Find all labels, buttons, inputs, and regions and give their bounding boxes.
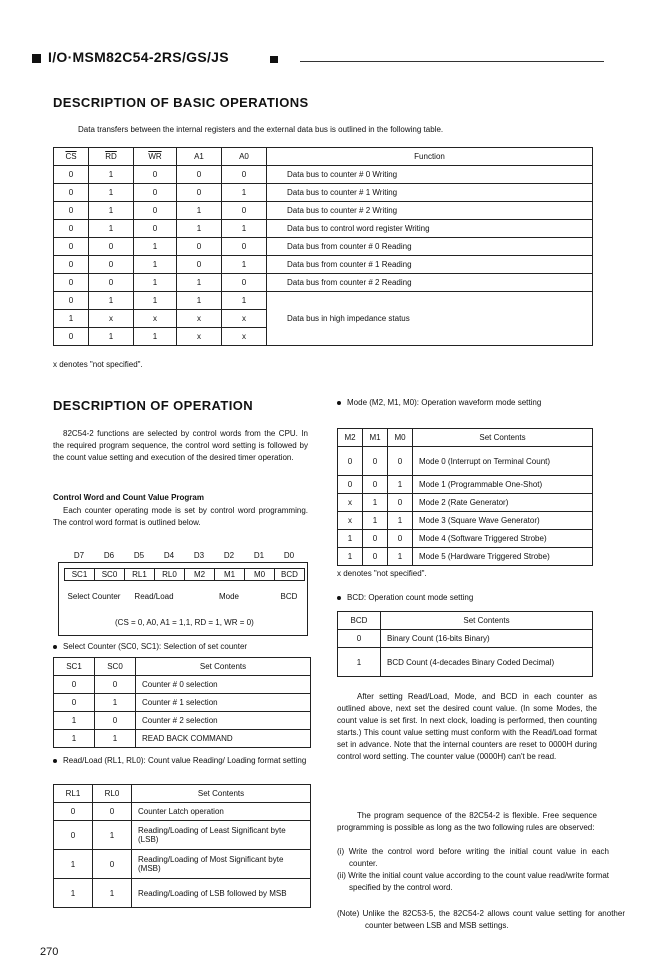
- table-cell: 0: [222, 202, 267, 220]
- rl-col-contents: Set Contents: [132, 785, 311, 803]
- table-cell: 0: [54, 328, 89, 346]
- table-row: [54, 184, 593, 202]
- sc-col-contents: Set Contents: [136, 658, 311, 676]
- table-row: [338, 494, 593, 512]
- table-cell: x: [338, 494, 363, 512]
- col-wr: $\overline{WR}$: [148, 152, 162, 161]
- operation-heading: DESCRIPTION OF OPERATION: [53, 398, 254, 413]
- table-cell: 0: [177, 184, 222, 202]
- group-mode: Mode: [218, 592, 239, 601]
- table-cell: 0: [54, 184, 89, 202]
- group-select-counter: Select Counter: [67, 592, 121, 601]
- table-cell: 1: [54, 879, 93, 908]
- bit-number: D2: [223, 551, 235, 560]
- table-row: [338, 648, 593, 677]
- mode-col-contents: Set Contents: [413, 429, 593, 447]
- read-load-table: [53, 784, 311, 908]
- bit-number: D1: [253, 551, 265, 560]
- function-cell: Data bus in high impedance status: [267, 292, 593, 346]
- table-cell: 0: [54, 274, 89, 292]
- table-cell: x: [89, 310, 134, 328]
- header-marker: [270, 56, 278, 63]
- table-cell: x: [338, 512, 363, 530]
- after-paragraph-1: After setting Read/Load, Mode, and BCD in each counter as outlined above, next set the desired count value. (In some Modes, the count value is set first. In next clock, loading is performed, then counting starts.) This count value setting must conform with the Read/Load format set in advance. Note that the internal counters are reset to 0000H during control word setting. The counter value (0000H) can't be read.: [337, 692, 597, 761]
- mode-col-m2: M2: [338, 429, 363, 447]
- table-cell: 0: [177, 166, 222, 184]
- table-cell: 0: [95, 712, 136, 730]
- table-cell: 0: [222, 166, 267, 184]
- mode-col-m0: M0: [388, 429, 413, 447]
- mode-table: [337, 428, 593, 566]
- table-cell: 1: [177, 220, 222, 238]
- table-row: [54, 879, 311, 908]
- bit-number: D7: [73, 551, 85, 560]
- table-cell: 1: [93, 821, 132, 850]
- table-cell: x: [222, 310, 267, 328]
- table-cell: Counter # 0 selection: [136, 676, 311, 694]
- select-counter-title: [53, 641, 313, 653]
- sc-col-sc0: SC0: [95, 658, 136, 676]
- table-cell: 0: [388, 530, 413, 548]
- table-cell: 1: [134, 238, 177, 256]
- function-cell: Data bus from counter # 2 Reading: [267, 274, 593, 292]
- col-a1: A1: [194, 152, 204, 161]
- table-cell: 1: [54, 730, 95, 748]
- table-row: [54, 238, 593, 256]
- operation-intro: 82C54-2 functions are selected by control words from the CPU. In the required program sequence, the control word setting is followed by the count value setting and execution of the desired timer operation.: [53, 429, 308, 462]
- table-row: [54, 202, 593, 220]
- table-cell: 1: [134, 274, 177, 292]
- table-row: [54, 821, 311, 850]
- table-cell: 0: [222, 274, 267, 292]
- table-cell: 0: [89, 238, 134, 256]
- bullet-icon: [53, 645, 57, 649]
- table-cell: 1: [222, 256, 267, 274]
- rule-1: (i) Write the control word before writing the initial count value in each counter.: [337, 847, 609, 868]
- table-cell: 0: [134, 166, 177, 184]
- header-bullet: [32, 54, 41, 63]
- group-read-load: Read/Load: [134, 592, 174, 601]
- table-cell: 0: [54, 220, 89, 238]
- table-row: [54, 676, 311, 694]
- table-row: [54, 274, 593, 292]
- bit-field: RL0: [154, 568, 185, 581]
- table-cell: Counter # 1 selection: [136, 694, 311, 712]
- mode-note: x denotes "not specified".: [337, 569, 427, 578]
- table-cell: 1: [388, 548, 413, 566]
- bit-field: M0: [244, 568, 275, 581]
- bcd-col-contents: Set Contents: [381, 612, 593, 630]
- mode-title: [337, 397, 599, 409]
- col-cs: $\overline{CS}$: [65, 152, 77, 161]
- table-cell: 0: [89, 256, 134, 274]
- bit-number: D6: [103, 551, 115, 560]
- table-cell: 0: [54, 694, 95, 712]
- bit-field: M1: [214, 568, 245, 581]
- control-word-heading: Control Word and Count Value Program: [53, 493, 204, 502]
- table-cell: Counter Latch operation: [132, 803, 311, 821]
- table-cell: 1: [177, 274, 222, 292]
- table-cell: 0: [54, 202, 89, 220]
- bcd-title: [337, 592, 473, 604]
- rule-2: (ii) Write the initial count value according to the count value read/write format specified by the control word.: [337, 871, 609, 892]
- header-rule: [300, 61, 604, 62]
- table-cell: 0: [177, 256, 222, 274]
- function-cell: Data bus to control word register Writing: [267, 220, 593, 238]
- table-cell: 0: [222, 238, 267, 256]
- table-cell: 1: [222, 184, 267, 202]
- page-number: 270: [40, 946, 59, 958]
- table-cell: 1: [363, 494, 388, 512]
- table-cell: 1: [388, 476, 413, 494]
- table-cell: 0: [177, 238, 222, 256]
- sc-col-sc1: SC1: [54, 658, 95, 676]
- table-cell: 0: [363, 476, 388, 494]
- table-cell: 0: [89, 274, 134, 292]
- bullet-icon: [337, 401, 341, 405]
- table-cell: 1: [338, 548, 363, 566]
- table-cell: 1: [338, 648, 381, 677]
- read-load-title-text: Read/Load (RL1, RL0): Count value Reading/ Loading format setting: [63, 756, 307, 765]
- table-cell: 0: [54, 803, 93, 821]
- bullet-icon: [53, 759, 57, 763]
- table-cell: 1: [54, 712, 95, 730]
- table-cell: 1: [222, 292, 267, 310]
- table-cell: 0: [338, 447, 363, 476]
- group-bcd: BCD: [280, 592, 298, 601]
- col-function: Function: [414, 152, 445, 161]
- after-note: (Note) Unlike the 82C53-5, the 82C54-2 allows count value setting for another counter between LSB and MSB settings.: [337, 909, 625, 930]
- table-cell: 0: [54, 821, 93, 850]
- bit-number: D4: [163, 551, 175, 560]
- table-cell: 1: [89, 328, 134, 346]
- table-cell: 0: [54, 166, 89, 184]
- table-cell: 1: [134, 328, 177, 346]
- table-row: [54, 256, 593, 274]
- table-cell: 0: [95, 676, 136, 694]
- table-row: [54, 292, 593, 310]
- table-cell: 1: [95, 730, 136, 748]
- function-cell: Data bus from counter # 1 Reading: [267, 256, 593, 274]
- table-cell: 0: [134, 220, 177, 238]
- table-cell: READ BACK COMMAND: [136, 730, 311, 748]
- mode-title-text: Mode (M2, M1, M0): Operation waveform mode setting: [347, 398, 542, 407]
- table-cell: 0: [338, 476, 363, 494]
- table-cell: 0: [93, 850, 132, 879]
- function-cell: Data bus from counter # 0 Reading: [267, 238, 593, 256]
- rl-col-rl0: RL0: [93, 785, 132, 803]
- bit-number: D3: [193, 551, 205, 560]
- table-cell: Reading/Loading of Least Significant byte (LSB): [132, 821, 311, 850]
- table-cell: 1: [89, 184, 134, 202]
- col-a0: A0: [239, 152, 249, 161]
- basic-operations-heading: DESCRIPTION OF BASIC OPERATIONS: [53, 95, 309, 110]
- table-cell: Counter # 2 selection: [136, 712, 311, 730]
- bit-number: D5: [133, 551, 145, 560]
- bcd-title-text: BCD: Operation count mode setting: [347, 593, 474, 602]
- table-cell: 0: [363, 530, 388, 548]
- table-cell: 1: [222, 220, 267, 238]
- table-cell: 0: [363, 548, 388, 566]
- table-cell: Mode 0 (Interrupt on Terminal Count): [413, 447, 593, 476]
- page-header-title: I/O·MSM82C54-2RS/GS/JS: [48, 49, 229, 65]
- table-row: [338, 447, 593, 476]
- table-cell: x: [177, 328, 222, 346]
- table-row: [338, 512, 593, 530]
- table-cell: 1: [177, 292, 222, 310]
- table-cell: 1: [89, 220, 134, 238]
- after-paragraph-2: The program sequence of the 82C54-2 is flexible. Free sequence programming is possible as long as the two following rules are observed:: [337, 811, 597, 832]
- bit-field: SC1: [64, 568, 95, 581]
- control-word-condition: (CS = 0, A0, A1 = 1,1, RD = 1, WR = 0): [115, 618, 254, 627]
- basic-operations-intro: Data transfers between the internal registers and the external data bus is outlined in the following table.: [78, 125, 444, 134]
- table-cell: 1: [388, 512, 413, 530]
- basic-operations-table: [53, 147, 593, 346]
- function-cell: Data bus to counter # 1 Writing: [267, 184, 593, 202]
- table-cell: 0: [363, 447, 388, 476]
- table-cell: 1: [89, 166, 134, 184]
- table-row: [54, 850, 311, 879]
- field-group-row: [64, 592, 304, 601]
- table-cell: 0: [388, 494, 413, 512]
- table-cell: 1: [134, 292, 177, 310]
- col-rd: $\overline{RD}$: [105, 152, 117, 161]
- basic-note: x denotes "not specified".: [53, 360, 143, 369]
- table-row: [54, 712, 311, 730]
- bit-field: M2: [184, 568, 215, 581]
- table-row: [338, 630, 593, 648]
- table-cell: Mode 4 (Software Triggered Strobe): [413, 530, 593, 548]
- rl-col-rl1: RL1: [54, 785, 93, 803]
- table-row: [54, 694, 311, 712]
- table-cell: 0: [134, 184, 177, 202]
- bit-field: RL1: [124, 568, 155, 581]
- table-cell: x: [177, 310, 222, 328]
- table-cell: 1: [363, 512, 388, 530]
- function-cell: Data bus to counter # 2 Writing: [267, 202, 593, 220]
- table-cell: 0: [93, 803, 132, 821]
- table-row: [54, 730, 311, 748]
- table-cell: 1: [54, 850, 93, 879]
- table-cell: 1: [95, 694, 136, 712]
- table-cell: Reading/Loading of Most Significant byte (MSB): [132, 850, 311, 879]
- mode-col-m1: M1: [363, 429, 388, 447]
- table-cell: 0: [134, 202, 177, 220]
- table-cell: x: [222, 328, 267, 346]
- table-cell: 1: [93, 879, 132, 908]
- bit-field-row: [64, 568, 304, 581]
- table-cell: 0: [54, 676, 95, 694]
- table-cell: 0: [54, 256, 89, 274]
- bit-field: BCD: [274, 568, 305, 581]
- table-row: [338, 476, 593, 494]
- select-counter-title-text: Select Counter (SC0, SC1): Selection of set counter: [63, 642, 248, 651]
- table-cell: Mode 5 (Hardware Triggered Strobe): [413, 548, 593, 566]
- select-counter-table: [53, 657, 311, 748]
- table-cell: Mode 1 (Programmable One-Shot): [413, 476, 593, 494]
- bullet-icon: [337, 596, 341, 600]
- table-cell: BCD Count (4-decades Binary Coded Decimal): [381, 648, 593, 677]
- table-row: [338, 548, 593, 566]
- table-row: [54, 803, 311, 821]
- table-cell: 0: [388, 447, 413, 476]
- table-cell: 0: [338, 630, 381, 648]
- table-cell: 1: [338, 530, 363, 548]
- function-cell: Data bus to counter # 0 Writing: [267, 166, 593, 184]
- bit-field: SC0: [94, 568, 125, 581]
- table-cell: 1: [89, 202, 134, 220]
- table-cell: Reading/Loading of LSB followed by MSB: [132, 879, 311, 908]
- table-row: [338, 530, 593, 548]
- table-cell: x: [134, 310, 177, 328]
- control-word-text: Each counter operating mode is set by control word programming. The control word format is outlined below.: [53, 506, 308, 527]
- table-cell: 1: [54, 310, 89, 328]
- table-cell: 1: [177, 202, 222, 220]
- table-row: [54, 166, 593, 184]
- bit-number: D0: [283, 551, 295, 560]
- table-cell: Binary Count (16-bits Binary): [381, 630, 593, 648]
- table-row: [54, 220, 593, 238]
- table-cell: 0: [54, 292, 89, 310]
- read-load-title: [53, 755, 313, 767]
- table-cell: 1: [89, 292, 134, 310]
- bcd-table: [337, 611, 593, 677]
- table-cell: 0: [54, 238, 89, 256]
- bcd-col-bcd: BCD: [338, 612, 381, 630]
- table-cell: 1: [134, 256, 177, 274]
- table-cell: Mode 2 (Rate Generator): [413, 494, 593, 512]
- table-cell: Mode 3 (Square Wave Generator): [413, 512, 593, 530]
